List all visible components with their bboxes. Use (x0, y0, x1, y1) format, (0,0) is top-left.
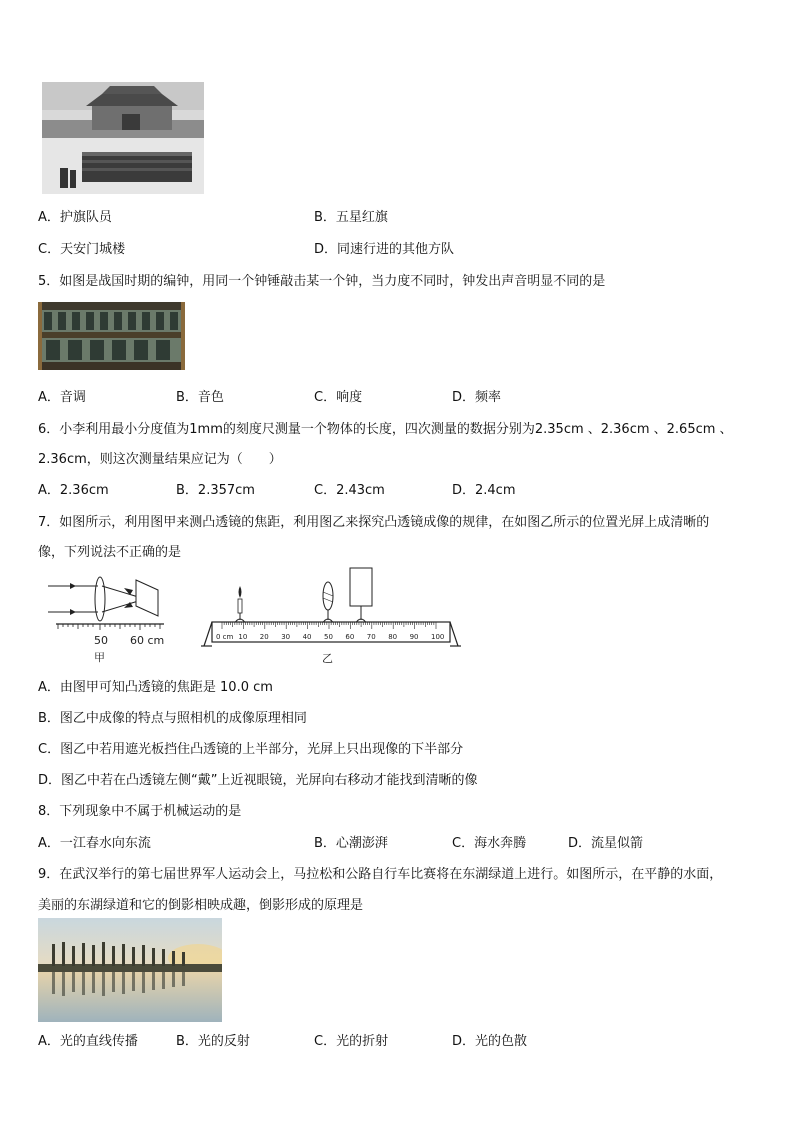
q5-option-b: B．音色 (176, 390, 224, 405)
jia-tick-60: 60 cm (130, 634, 165, 647)
yi-ruler-label: 30 (281, 633, 291, 641)
q6-option-b: B．2.357cm (176, 483, 255, 498)
q9-stem-line1: 9．在武汉举行的第七届世界军人运动会上，马拉松和公路自行车比赛将在东湖绿道上进行。如图所示，在平静的水面， (38, 867, 723, 882)
chime-bells-photo (38, 302, 185, 370)
q7-option-b: B．图乙中成像的特点与照相机的成像原理相同 (38, 711, 307, 726)
q9-stem-line2: 美丽的东湖绿道和它的倒影相映成趣，倒影形成的原理是 (38, 898, 364, 913)
yi-ruler-label: 10 (238, 633, 248, 641)
figure-yi (200, 562, 462, 666)
q4-option-c: C．天安门城楼 (38, 242, 126, 257)
q5-option-d: D．频率 (452, 390, 502, 405)
q6-option-a: A．2.36cm (38, 483, 109, 498)
lake-reflection-photo (38, 918, 222, 1022)
q4-option-a: A．护旗队员 (38, 210, 112, 225)
yi-ruler-label: 50 (324, 633, 333, 641)
yi-ruler-label: 20 (259, 633, 269, 641)
yi-ruler-label: 0 cm (216, 633, 234, 641)
yi-ruler-label: 70 (366, 633, 376, 641)
parade-photo (42, 82, 204, 194)
yi-label: 乙 (322, 652, 333, 665)
yi-ruler-label: 40 (302, 633, 312, 641)
q6-option-c: C．2.43cm (314, 483, 385, 498)
q6-stem-line1: 6．小李利用最小分度值为1mm的刻度尺测量一个物体的长度，四次测量的数据分别为2.35cm 、2.36cm 、2.65cm 、 (38, 422, 733, 437)
q9-option-d: D．光的色散 (452, 1034, 528, 1049)
yi-ruler-label: 90 (409, 633, 419, 641)
q9-option-b: B．光的反射 (176, 1034, 250, 1049)
jia-tick-50: 50 (94, 634, 108, 647)
q6-stem-line2: 2.36cm，则这次测量结果应记为（ ） (38, 452, 282, 467)
yi-ruler-label: 100 (431, 633, 445, 641)
q8-option-b: B．心潮澎湃 (314, 836, 388, 851)
jia-label: 甲 (94, 651, 105, 664)
q8-option-a: A．一江春水向东流 (38, 836, 151, 851)
q5-stem: 5．如图是战国时期的编钟，用同一个钟锤敲击某一个钟，当力度不同时，钟发出声音明显不同的是 (38, 274, 606, 289)
yi-ruler-label: 80 (388, 633, 398, 641)
q6-option-d: D．2.4cm (452, 483, 516, 498)
q4-option-d: D．同速行进的其他方队 (314, 242, 455, 257)
q8-option-c: C．海水奔腾 (452, 836, 527, 851)
q8-stem: 8．下列现象中不属于机械运动的是 (38, 804, 242, 819)
q7-stem-line2: 像，下列说法不正确的是 (38, 545, 182, 560)
q7-option-d: D．图乙中若在凸透镜左侧“戴”上近视眼镜，光屏向右移动才能找到清晰的像 (38, 773, 478, 788)
q9-option-c: C．光的折射 (314, 1034, 389, 1049)
q9-option-a: A．光的直线传播 (38, 1034, 138, 1049)
q5-option-c: C．响度 (314, 390, 363, 405)
q7-stem-line1: 7．如图所示，利用图甲来测凸透镜的焦距，利用图乙来探究凸透镜成像的规律，在如图乙所示的位置光屏上成清晰的 (38, 515, 710, 530)
q7-option-a: A．由图甲可知凸透镜的焦距是 10.0 cm (38, 680, 273, 695)
q7-option-c: C．图乙中若用遮光板挡住凸透镜的上半部分，光屏上只出现像的下半部分 (38, 742, 464, 757)
figure-jia (40, 572, 180, 667)
q8-option-d: D．流星似箭 (568, 836, 644, 851)
q4-option-b: B．五星红旗 (314, 210, 388, 225)
q5-option-a: A．音调 (38, 390, 86, 405)
yi-ruler-label: 60 (345, 633, 355, 641)
